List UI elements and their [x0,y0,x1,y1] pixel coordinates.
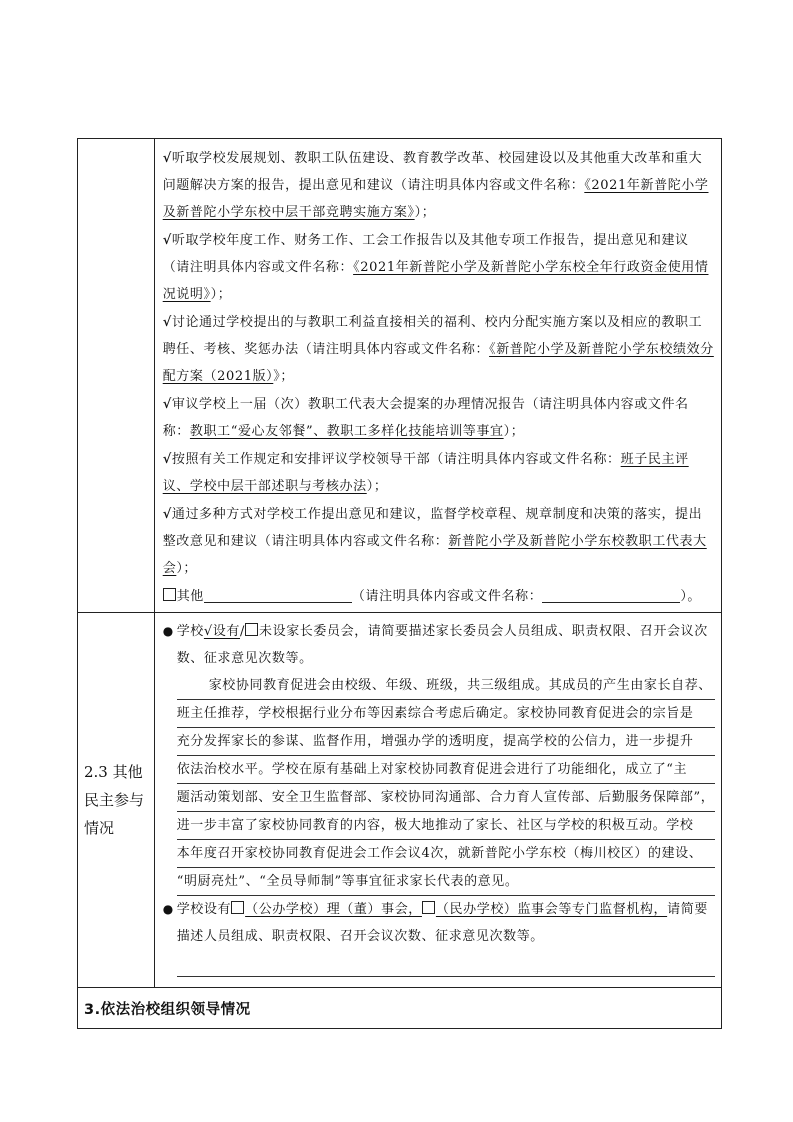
content-cell [154,139,721,613]
filled-answer: 《新普陀小学及新普陀小学东校绩效分配方案（2021版） [162,342,714,384]
list-item-other: 其他 （请注明具体内容或文件名称： ）。 [163,583,715,610]
answer-line[interactable] [177,958,715,977]
narrative-line: 班主任推荐，学校根据行业分布等因素综合考虑后确定。家校协同教育促进会的宗旨是 [177,700,715,728]
other-filename-field[interactable] [542,586,680,603]
list-item: √听取学校发展规划、教职工队伍建设、教育教学改革、校园建设以及其他重大改革和重大问题解决方案的报告，提出意见和建议（请注明具体内容或文件名称：《2021年新普陀小学及新普陀小学东校中层干部竞聘实施方案》）； [162,151,709,220]
list-item: √审议学校上一届（次）教职工代表大会提案的办理情况报告（请注明具体内容或文件名称：教职工“爱心友邻餐”、教职工多样化技能培训等事宜）； [162,397,689,439]
filled-answer: 班子民主评议、学校中层干部述职与考核办法 [162,452,689,494]
has-option: √设有 [203,624,240,639]
checkmark-icon: √ [162,452,172,467]
list-item: √讨论通过学校提出的与教职工利益直接相关的福利、校内分配实施方案以及相应的教职工聘任、考核、奖惩办法（请注明具体内容或文件名称：《新普陀小学及新普陀小学东校绩效分配方案（2021版）》； [162,315,714,384]
narrative-line: 题活动策划部、安全卫生监督部、家校协同沟通部、合力育人宣传部、后勤服务保障部”， [177,784,715,812]
filled-answer: 新普陀小学及新普陀小学东校教职工代表大会 [162,534,707,576]
checkmark-icon: √ [162,151,172,166]
table-row [78,988,722,1029]
narrative-block [163,672,715,896]
filled-answer: 《2021年新普陀小学及新普陀小学东校全年行政资金使用情况说明》 [162,260,709,302]
table-row [78,613,722,988]
checkmark-icon: √ [162,397,172,412]
section-label-cell [78,613,155,988]
filled-answer: 教职工“爱心友邻餐”、教职工多样化技能培训等事宜 [189,424,504,439]
section-heading: 3.依法治校组织领导情况 [78,988,722,1029]
empty-label-cell [78,139,155,613]
narrative-line: 本年度召开家校协同教育促进会工作会议4次，就新普陀小学东校（梅川校区）的建设、 [177,840,715,868]
bullet-item: ● 学校√设有/ 未设家长委员会，请简要描述家长委员会人员组成、职责权限、召开会议次数、征求意见次数等。 [163,618,715,672]
bullet-icon: ● [162,624,174,638]
narrative-line: 进一步丰富了家校协同教育的内容，极大地推动了家长、社区与学校的积极互动。学校 [177,812,715,840]
checkmark-icon: √ [162,507,172,522]
checkbox-icon[interactable] [422,901,435,914]
narrative-line: 充分发挥家长的参谋、监督作用，增强办学的透明度，提高学校的公信力，进一步提升 [177,728,715,756]
bullet-icon: ● [162,902,174,916]
report-table [77,138,722,1029]
checkmark-icon: √ [162,315,172,330]
checkmark-icon: √ [162,233,172,248]
checkbox-icon[interactable] [231,901,244,914]
content-cell [154,613,721,988]
bullet-item: ● 学校设有 （公办学校）理（董）事会， （民办学校）监事会等专门监督机构，请简要描述人员组成、职责权限、召开会议次数、征求意见次数等。 [163,896,715,950]
section-label: 2.3 其他民主参与情况 [84,763,145,837]
checkbox-icon[interactable] [245,623,258,636]
list-item: √通过多种方式对学校工作提出意见和建议，监督学校章程、规章制度和决策的落实，提出整改意见和建议（请注明具体内容或文件名称：新普陀小学及新普陀小学东校教职工代表大会）； [162,507,707,576]
table-row [78,139,722,613]
filled-answer: 《2021年新普陀小学及新普陀小学东校中层干部竞聘实施方案》 [162,178,709,220]
other-blank-field[interactable] [204,586,352,603]
narrative-line: 家校协同教育促进会由校级、年级、班级，共三级组成。其成员的产生由家长自荐、 [177,672,715,700]
narrative-line: 依法治校水平。学校在原有基础上对家校协同教育促进会进行了功能细化，成立了“主 [177,756,715,784]
list-item: √听取学校年度工作、财务工作、工会工作报告以及其他专项工作报告，提出意见和建议（请注明具体内容或文件名称：《2021年新普陀小学及新普陀小学东校全年行政资金使用情况说明》）； [162,233,709,302]
narrative-line: “明厨亮灶”、“全员导师制”等事宜征求家长代表的意见。 [177,868,715,896]
checkbox-icon[interactable] [163,588,176,601]
list-item: √按照有关工作规定和安排评议学校领导干部（请注明具体内容或文件名称：班子民主评议、学校中层干部述职与考核办法）； [162,452,689,494]
